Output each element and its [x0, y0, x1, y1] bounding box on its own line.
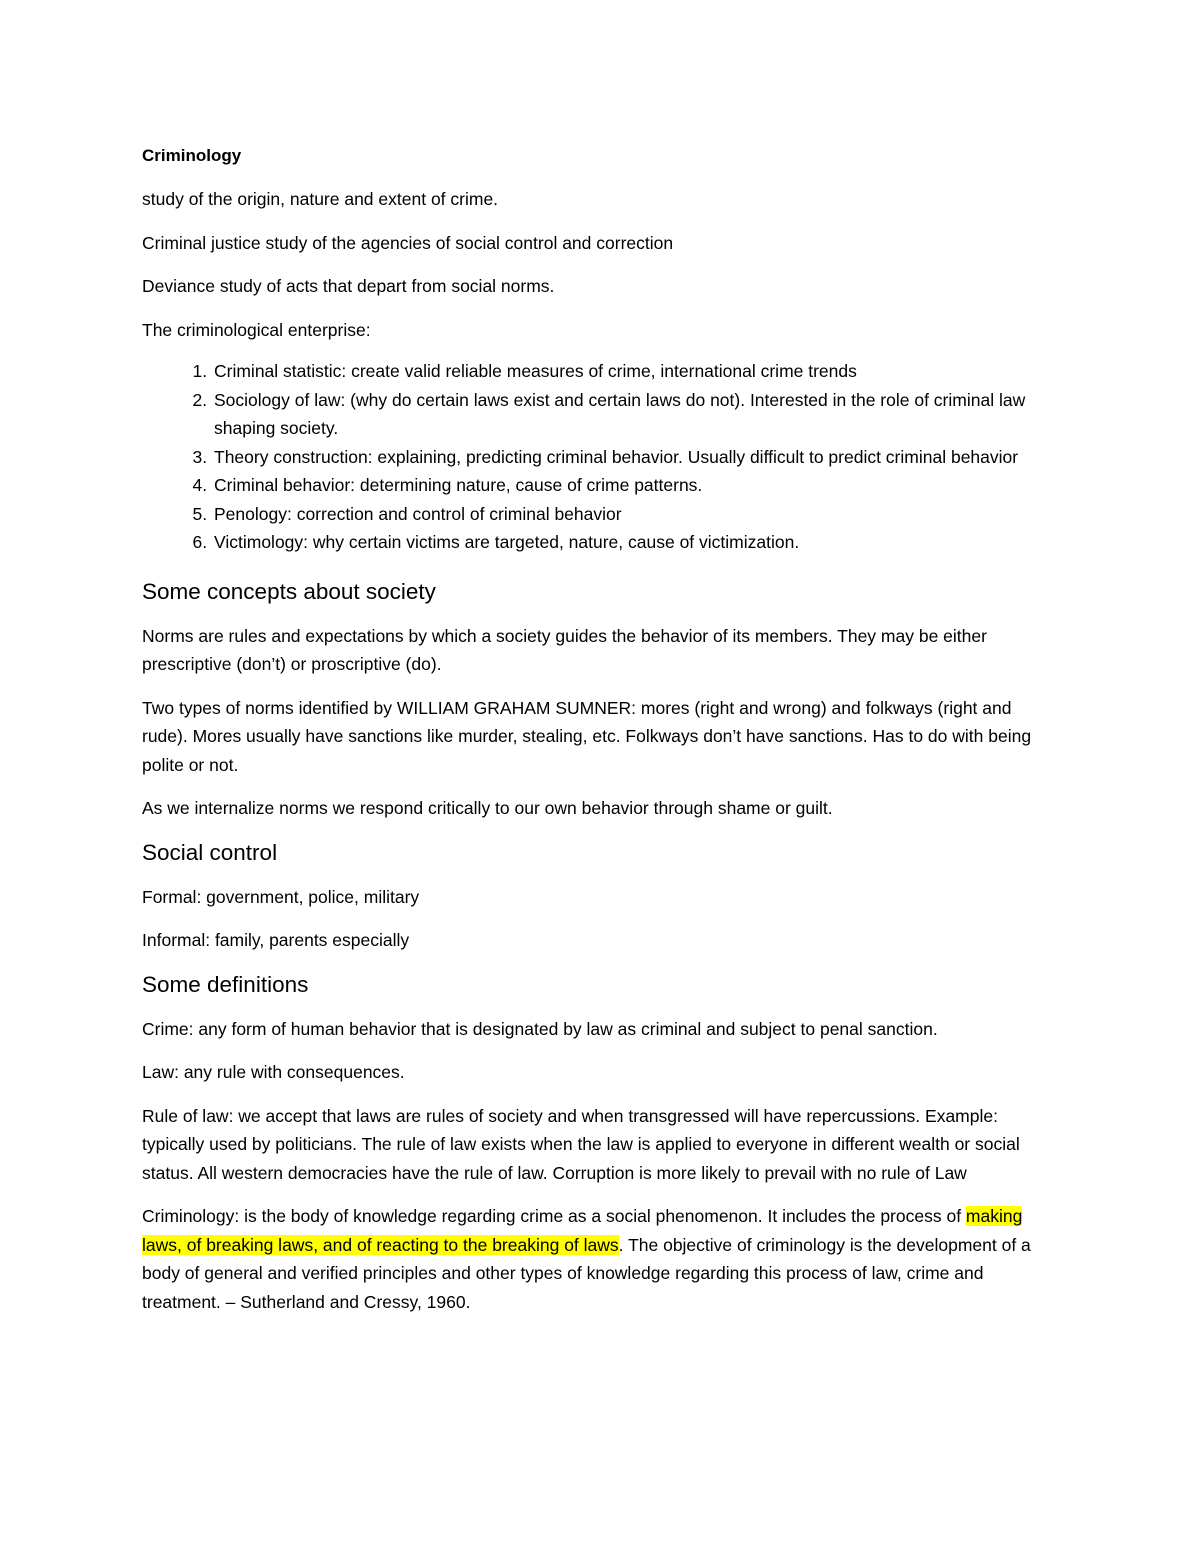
society-paragraph-3: As we internalize norms we respond critically to our own behavior through shame or guilt. [142, 798, 833, 818]
criminology-text-end: . The objective of criminology is the development of a body of general and verified principles and other types of knowledge regarding this process of law, crime and treatment. – Sutherland and Cressy, 1960. [142, 1234, 1031, 1312]
definition-law: Law: any rule with consequences. [142, 1062, 405, 1082]
document-title: Criminology [142, 146, 242, 165]
definition-rule-of-law: Rule of law: we accept that laws are rules of society and when transgressed will have repercussions. Example: typically used by politicians. The rule of law exists when the law is applied to everyone in different wealth or social status. All western democracies have the rule of law. Corruption is more likely to prevail with no rule of Law [142, 1105, 1020, 1183]
list-item: 6. Victimology: why certain victims are targeted, nature, cause of victimization. [212, 528, 1060, 557]
enterprise-list [142, 357, 1060, 557]
list-item: 2. Sociology of law: (why do certain laws exist and certain laws do not). Interested in the role of criminal law shaping society. [212, 386, 1060, 443]
control-paragraph-1: Formal: government, police, military [142, 886, 420, 907]
highlighted-text: making laws, of breaking laws, and of reacting to the breaking of laws [142, 1206, 1023, 1255]
list-item: 5. Penology: correction and control of criminal behavior [212, 500, 1060, 529]
criminology-text-start: Criminology: is the body of knowledge regarding crime as a social phenomenon. It includes the process of [142, 1206, 966, 1226]
society-paragraph-1: Norms are rules and expectations by which a society guides the behavior of its members. They may be either prescriptive (don’t) or proscriptive (do). [142, 625, 987, 674]
control-paragraph-2: Informal: family, parents especially [142, 930, 410, 950]
definition-criminology [142, 1202, 1060, 1316]
list-item: 3. Theory construction: explaining, predicting criminal behavior. Usually difficult to predict criminal behavior [212, 443, 1060, 472]
society-paragraph-2: Two types of norms identified by WILLIAM GRAHAM SUMNER: mores (right and wrong) and folkways (right and rude). Mores usually have sanctions like murder, stealing, etc. Folkways don’t have sanctions. Has to do with being polite or not. [142, 697, 1032, 775]
list-item: 1. Criminal statistic: create valid reliable measures of crime, international crime trends [212, 357, 1060, 386]
intro-paragraph-1: study of the origin, nature and extent of crime. [142, 189, 499, 209]
intro-paragraph-3: Deviance study of acts that depart from social norms. [142, 276, 555, 296]
section-heading-social-control: Social control [142, 839, 278, 865]
section-heading-society: Some concepts about society [142, 578, 436, 604]
list-item: 4. Criminal behavior: determining nature, cause of crime patterns. [212, 471, 1060, 500]
definition-crime: Crime: any form of human behavior that is designated by law as criminal and subject to penal sanction. [142, 1018, 938, 1039]
section-heading-definitions: Some definitions [142, 971, 309, 997]
intro-paragraph-4: The criminological enterprise: [142, 319, 371, 340]
intro-paragraph-2: Criminal justice study of the agencies of social control and correction [142, 232, 674, 253]
